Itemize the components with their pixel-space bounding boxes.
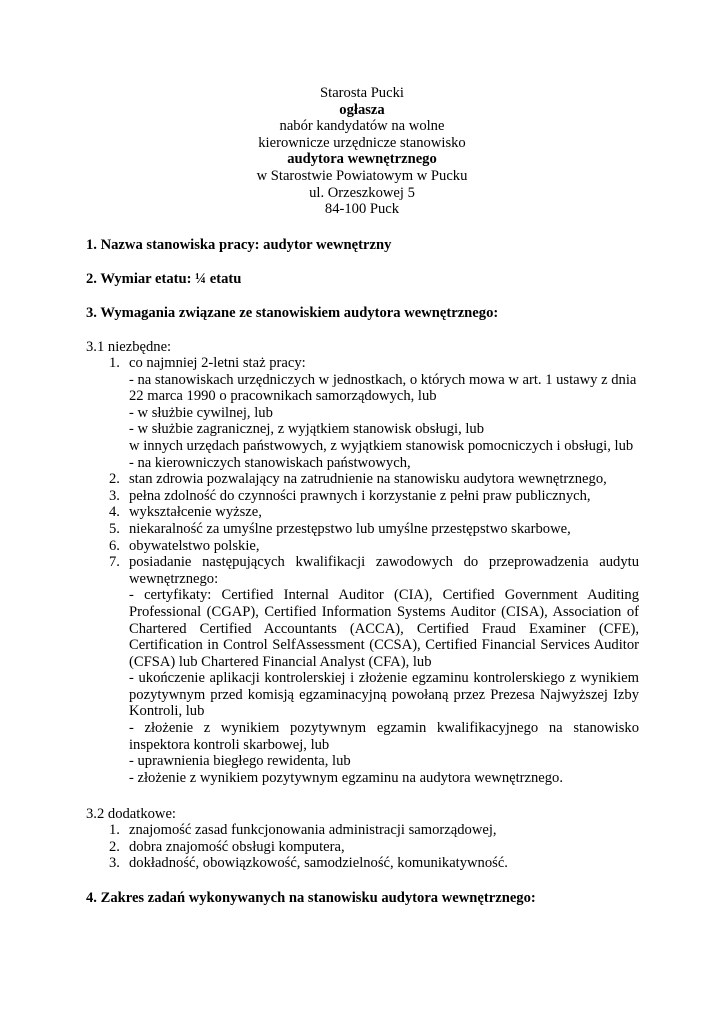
item-subline: - ukończenie aplikacji kontrolerskiej i złożenie egzaminu kontrolerskiego z wynikiem pozytywnym przed komisją egzaminacyjną powołaną przez Prezesa Najwyższej Izby Kontroli, lub: [129, 670, 639, 720]
item-subline: - certyfikaty: Certified Internal Auditor (CIA), Certified Government Auditing Professional (CGAP), Certified Information Systems Auditor (CISA), Association of Chartered Certified Accountants (ACCA), Certified Fraud Examiner (CFE), Certification in Control SelfAssessment (CCSA), Certified Financial Services Auditor (CFSA) lub Chartered Financial Analyst (CFA), lub: [129, 587, 639, 670]
list-item: [0, 488, 724, 505]
item-number: 3.: [109, 855, 120, 872]
announces-line: ogłasza: [339, 101, 385, 118]
item-subline: - w służbie zagranicznej, z wyjątkiem stanowisk obsługi, lub: [129, 421, 485, 438]
item-number: 1.: [109, 822, 120, 838]
position-title-line: audytora wewnętrznego: [287, 151, 437, 168]
list-item: [0, 855, 724, 872]
item-number: 6.: [109, 537, 120, 554]
recruitment-line: nabór kandydatów na wolne: [279, 118, 445, 135]
item-number: 7.: [109, 554, 120, 571]
section-1-heading: 1. Nazwa stanowiska pracy: audytor wewnętrzny: [86, 237, 392, 253]
list-item: [0, 538, 724, 555]
section-2-heading: 2. Wymiar etatu: ¼ etatu: [86, 271, 242, 287]
item-subline: - uprawnienia biegłego rewidenta, lub: [129, 753, 351, 770]
item-number: 3.: [109, 487, 120, 504]
additional-heading: 3.2 dodatkowe:: [86, 806, 176, 822]
item-subline: - złożenie z wynikiem pozytywnym egzamin kwalifikacyjnego na stanowisko inspektora kontroli skarbowej, lub: [129, 720, 639, 753]
announcement-header: [0, 85, 724, 218]
item-text: obywatelstwo polskie,: [129, 537, 260, 554]
item-subline: - złożenie z wynikiem pozytywnym egzaminu na audytora wewnętrznego.: [129, 769, 564, 786]
required-list: [0, 355, 724, 786]
list-item: [0, 554, 724, 786]
section-4-heading: 4. Zakres zadań wykonywanych na stanowisku audytora wewnętrznego:: [86, 890, 536, 906]
item-number: 2.: [109, 471, 120, 488]
item-number: 5.: [109, 520, 120, 537]
list-item: [0, 355, 724, 471]
item-number: 1.: [109, 355, 120, 371]
additional-list: [0, 822, 724, 872]
item-number: 2.: [109, 838, 120, 855]
list-item: [0, 839, 724, 856]
section-3-heading: 3. Wymagania związane ze stanowiskiem audytora wewnętrznego:: [86, 305, 499, 321]
item-text: stan zdrowia pozwalający na zatrudnienie na stanowisku audytora wewnętrznego,: [129, 471, 607, 488]
list-item: [0, 504, 724, 521]
item-text: co najmniej 2-letni staż pracy:: [129, 355, 306, 371]
position-type-line: kierownicze urzędnicze stanowisko: [258, 134, 466, 151]
item-text: dokładność, obowiązkowość, samodzielność, komunikatywność.: [129, 855, 508, 872]
item-text: dobra znajomość obsługi komputera,: [129, 838, 345, 855]
item-number: 4.: [109, 504, 120, 521]
item-subline: - w służbie cywilnej, lub: [129, 404, 273, 421]
list-item: [0, 822, 724, 839]
item-text: znajomość zasad funkcjonowania administracji samorządowej,: [129, 822, 497, 838]
item-text: niekaralność za umyślne przestępstwo lub umyślne przestępstwo skarbowe,: [129, 520, 571, 537]
issuer-line: Starosta Pucki: [320, 85, 404, 101]
list-item: [0, 521, 724, 538]
office-line: w Starostwie Powiatowym w Pucku: [256, 167, 468, 184]
item-text: posiadanie następujących kwalifikacji zawodowych do przeprowadzenia audytu wewnętrznego:: [129, 554, 639, 587]
item-text: pełna zdolność do czynności prawnych i korzystanie z pełni praw publicznych,: [129, 487, 591, 504]
postal-line: 84-100 Puck: [324, 201, 400, 218]
item-subline: - na stanowiskach urzędniczych w jednostkach, o których mowa w art. 1 ustawy z dnia 22 marca 1990 o pracownikach samorządowych, lub: [129, 371, 637, 405]
street-line: ul. Orzeszkowej 5: [309, 184, 415, 201]
required-heading: 3.1 niezbędne:: [86, 339, 172, 355]
item-text: wykształcenie wyższe,: [129, 504, 262, 521]
item-subline: - na kierowniczych stanowiskach państwowych,: [129, 454, 411, 471]
list-item: [0, 471, 724, 488]
item-subline: w innych urzędach państwowych, z wyjątkiem stanowisk pomocniczych i obsługi, lub: [129, 437, 634, 454]
